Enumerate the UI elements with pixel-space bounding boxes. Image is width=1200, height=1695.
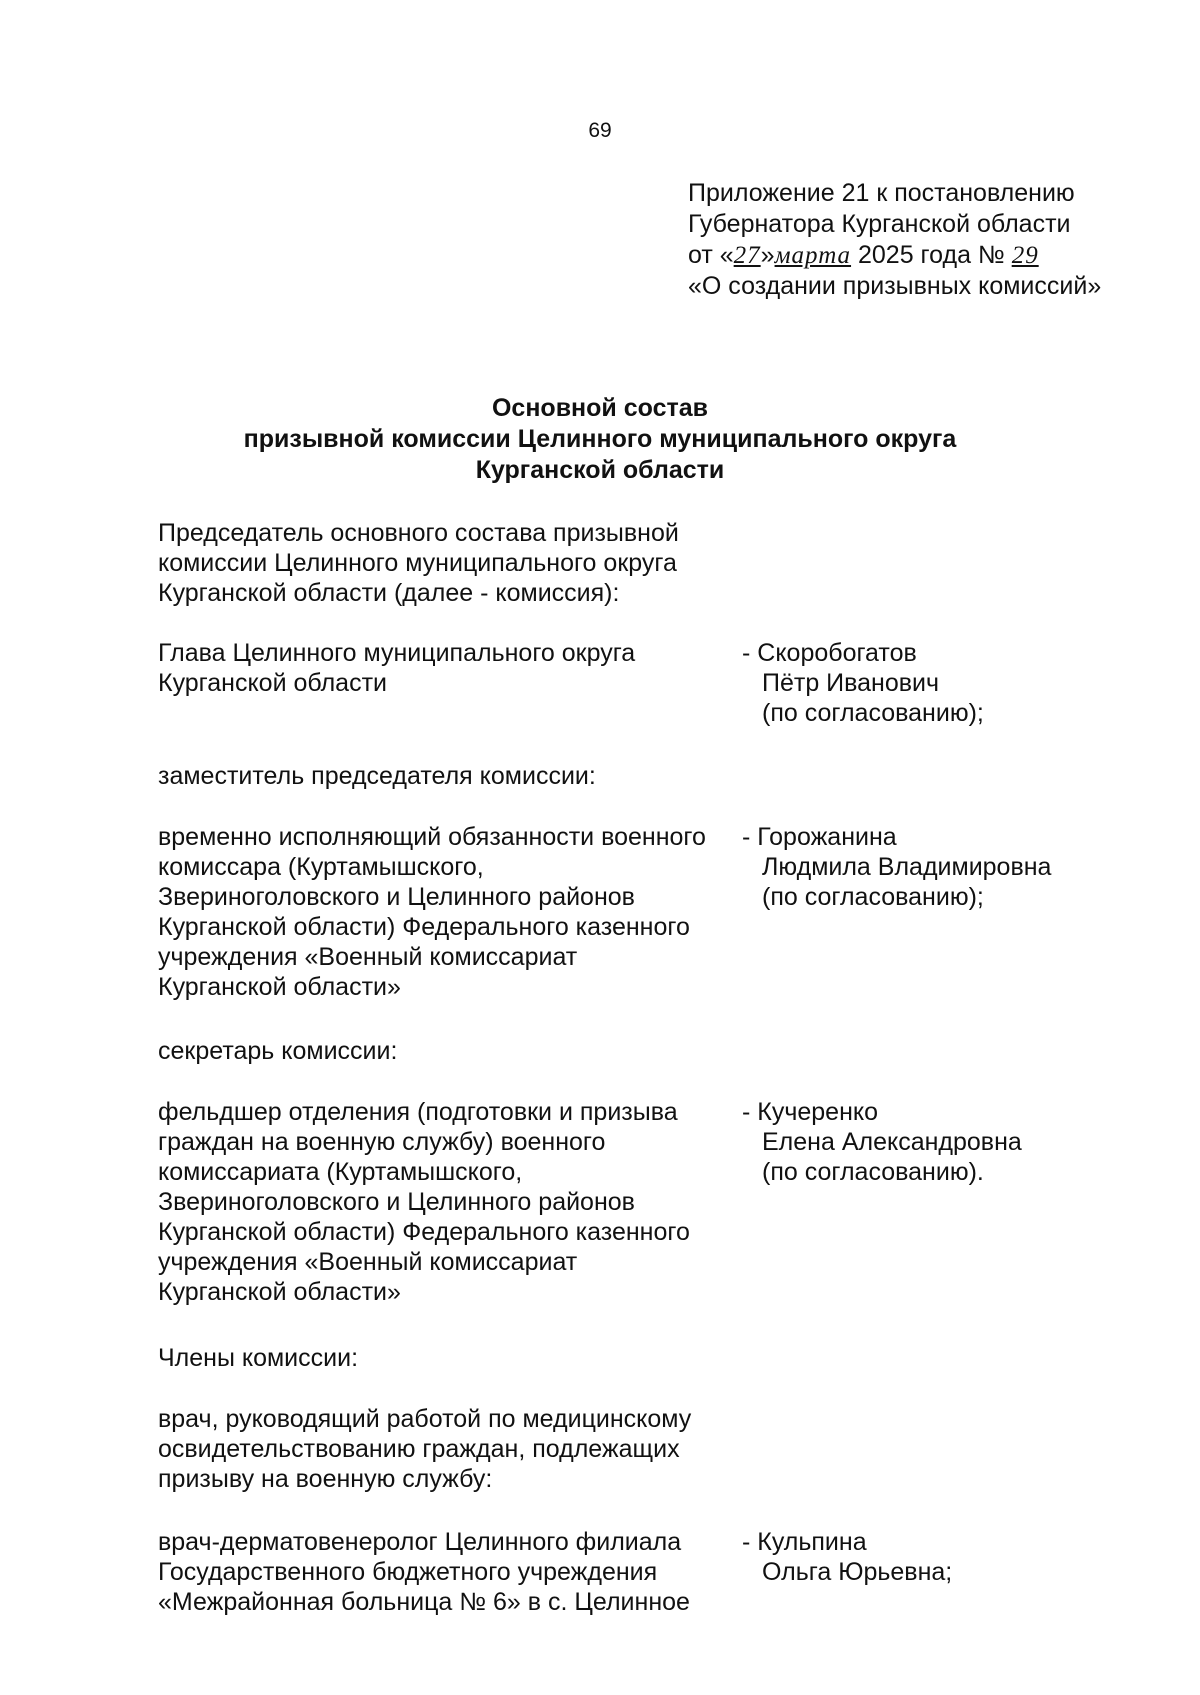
person-name: Людмила Владимировна	[762, 853, 1052, 881]
position-line: Глава Целинного муниципального округа	[158, 639, 636, 667]
person-surname: - Скоробогатов	[742, 639, 917, 667]
doctor-heading-line: врач, руководящий работой по медицинскому	[158, 1405, 692, 1433]
position-line: Государственного бюджетного учреждения	[158, 1558, 658, 1586]
date-mid: »	[760, 241, 775, 269]
position-line: врач-дерматовенеролог Целинного филиала	[158, 1528, 682, 1556]
deputy-position	[158, 822, 706, 1002]
title-line-1: Основной состав	[491, 394, 709, 422]
appendix-line-2: Губернатора Курганской области	[688, 210, 1071, 238]
appendix-header	[688, 178, 1101, 302]
position-line: учреждения «Военный комиссариат	[158, 943, 578, 971]
position-line: Звериноголовского и Целинного районов	[158, 1188, 635, 1216]
doctor-heading-line: освидетельствованию граждан, подлежащих	[158, 1435, 680, 1463]
doctor-heading-line: призыву на военную службу:	[158, 1465, 493, 1493]
chair-heading-line: комиссии Целинного муниципального округа	[158, 549, 677, 577]
chair-heading	[158, 518, 679, 608]
position-line: Курганской области) Федерального казенного	[158, 913, 690, 941]
position-line: фельдшер отделения (подготовки и призыва	[158, 1098, 678, 1126]
secretary-position	[158, 1097, 690, 1307]
person-surname: - Кучеренко	[742, 1098, 878, 1126]
position-line: Курганской области»	[158, 1278, 401, 1306]
deputy-person	[742, 822, 1051, 912]
secretary-heading-text: секретарь комиссии:	[158, 1037, 398, 1065]
secretary-heading	[158, 1036, 397, 1066]
members-heading	[158, 1343, 358, 1373]
person-name: Ольга Юрьевна;	[762, 1558, 953, 1586]
handwritten-month: марта	[774, 242, 852, 269]
position-line: «Межрайонная больница № 6» в с. Целинное	[158, 1588, 690, 1616]
deputy-heading	[158, 761, 596, 791]
person-note: (по согласованию);	[762, 699, 984, 727]
doctor-position	[158, 1527, 690, 1617]
page-number: 69	[588, 119, 612, 142]
appendix-line-3	[688, 240, 1101, 271]
doctor-heading	[158, 1404, 691, 1494]
position-line: комиссара (Куртамышского,	[158, 853, 484, 881]
chair-position	[158, 638, 635, 698]
title-line-3: Курганской области	[475, 456, 725, 484]
person-name: Елена Александровна	[762, 1128, 1022, 1156]
date-prefix: от «	[688, 241, 734, 269]
chair-person	[742, 638, 984, 728]
deputy-heading-text: заместитель председателя комиссии:	[158, 762, 596, 790]
person-note: (по согласованию);	[762, 883, 984, 911]
members-heading-text: Члены комиссии:	[158, 1344, 359, 1372]
document-title	[0, 393, 1200, 486]
position-line: Курганской области) Федерального казенного	[158, 1218, 690, 1246]
handwritten-day: 27	[733, 242, 761, 269]
person-name: Пётр Иванович	[762, 669, 940, 697]
position-line: граждан на военную службу) военного	[158, 1128, 606, 1156]
person-note: (по согласованию).	[762, 1158, 984, 1186]
position-line: временно исполняющий обязанности военного	[158, 823, 706, 851]
doctor-person	[742, 1527, 952, 1587]
position-line: Курганской области	[158, 669, 388, 697]
person-surname: - Кульпина	[742, 1528, 867, 1556]
secretary-person	[742, 1097, 1022, 1187]
position-line: Звериноголовского и Целинного районов	[158, 883, 635, 911]
date-year: 2025 года №	[851, 241, 1012, 269]
appendix-line-1: Приложение 21 к постановлению	[688, 179, 1075, 207]
handwritten-number: 29	[1011, 242, 1039, 269]
position-line: Курганской области»	[158, 973, 401, 1001]
appendix-line-4: «О создании призывных комиссий»	[688, 272, 1102, 300]
position-line: учреждения «Военный комиссариат	[158, 1248, 578, 1276]
person-surname: - Горожанина	[742, 823, 897, 851]
position-line: комиссариата (Куртамышского,	[158, 1158, 523, 1186]
chair-heading-line: Председатель основного состава призывной	[158, 519, 679, 547]
chair-heading-line: Курганской области (далее - комиссия):	[158, 579, 620, 607]
title-line-2: призывной комиссии Целинного муниципального округа	[243, 425, 957, 453]
